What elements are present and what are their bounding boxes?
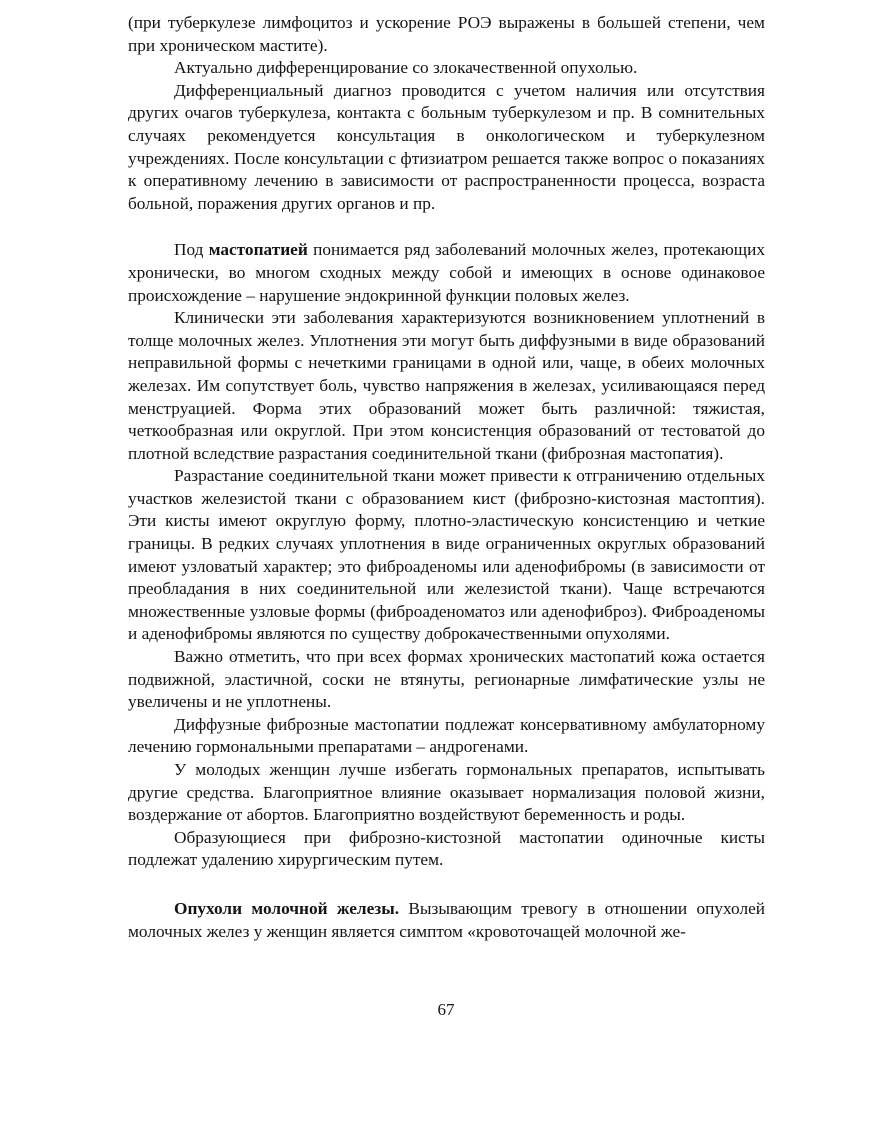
paragraph-lead: Под (174, 240, 209, 260)
paragraph-rest: Вызывающим тревогу в отношении опухолей молочных желез у женщин является симптом «кровоточащей молочной же- (128, 898, 765, 941)
paragraph-2: Актуально дифференцирование со злокачественной опухолью. (174, 58, 638, 78)
paragraph-5: Клинически эти заболевания характеризуются возникновением уплотнений в толще молочных желез. Уплотнения эти могут быть диффузными в виде образований неправильной формы с нечеткими границами в одной или, чаще, в обеих молочных железах. Им сопутствует боль, чувство напряжения в железах, усиливающаяся перед менструацией. Форма этих образований может быть различной: тяжистая, четкообразная или округлой. При этом консистенция образований от тестоватой до плотной вследствие разрастания соединительной ткани (фиброзная мастопатия). (128, 308, 765, 463)
section-spacer (128, 215, 765, 239)
paragraph-1: (при туберкулезе лимфоцитоз и ускорение РОЭ выражены в большей степени, чем при хроническом мастите). (128, 13, 765, 55)
paragraph-7: Важно отметить, что при всех формах хронических мастопатий кожа остается подвижной, эластичной, соски не втянуты, регионарные лимфатические узлы не увеличены и не уплотнены. (128, 647, 765, 712)
paragraph-10: Образующиеся при фиброзно-кистозной мастопатии одиночные кисты подлежат удалению хирургическим путем. (128, 827, 765, 870)
page-number: 67 (437, 1000, 455, 1019)
term-mastopathy: мастопатией (208, 240, 308, 260)
section-spacer (128, 872, 765, 898)
page-text-block (128, 12, 765, 943)
term-breast-tumors: Опухоли молочной железы. (174, 898, 400, 918)
paragraph-mastopathy-definition (128, 239, 765, 307)
paragraph-tumors (128, 898, 765, 943)
paragraph-3: Дифференциальный диагноз проводится с учетом наличия или отсутствия других очагов туберкулеза, контакта с больным туберкулезом и пр. В сомнительных случаях рекомендуется консультация в онкологическом и туберкулезном учреждениях. После консультации с фтизиатром решается также вопрос о показаниях к оперативному лечению в зависимости от распространенности процесса, возраста больной, поражения других органов и пр. (128, 80, 765, 213)
paragraph-rest: понимается ряд заболеваний молочных желез, протекающих хронически, во многом сходных между собой и имеющих в основе одинаковое происхождение – нарушение эндокринной функции половых желез. (128, 240, 765, 305)
paragraph-9: У молодых женщин лучше избегать гормональных препаратов, испытывать другие средства. Благоприятное влияние оказывает нормализация половой жизни, воздержание от абортов. Благоприятно воздействуют беременность и роды. (128, 760, 765, 825)
paragraph-6: Разрастание соединительной ткани может привести к отграничению отдельных участков железистой ткани с образованием кист (фиброзно-кистозная мастоптия). Эти кисты имеют округлую форму, плотно-эластическую консистенцию и четкие границы. В редких случаях уплотнения в виде ограниченных округлых образований имеют узловатый характер; это фиброаденомы или аденофибромы (в зависимости от преобладания в них соединительной или железистой ткани). Чаще встречаются множественные узловые формы (фиброаденоматоз или аденофиброз). Фиброаденомы и аденофибромы являются по существу доброкачественными опухолями. (128, 466, 765, 644)
paragraph-8: Диффузные фиброзные мастопатии подлежат консервативному амбулаторному лечению гормональными препаратами – андрогенами. (128, 714, 765, 757)
